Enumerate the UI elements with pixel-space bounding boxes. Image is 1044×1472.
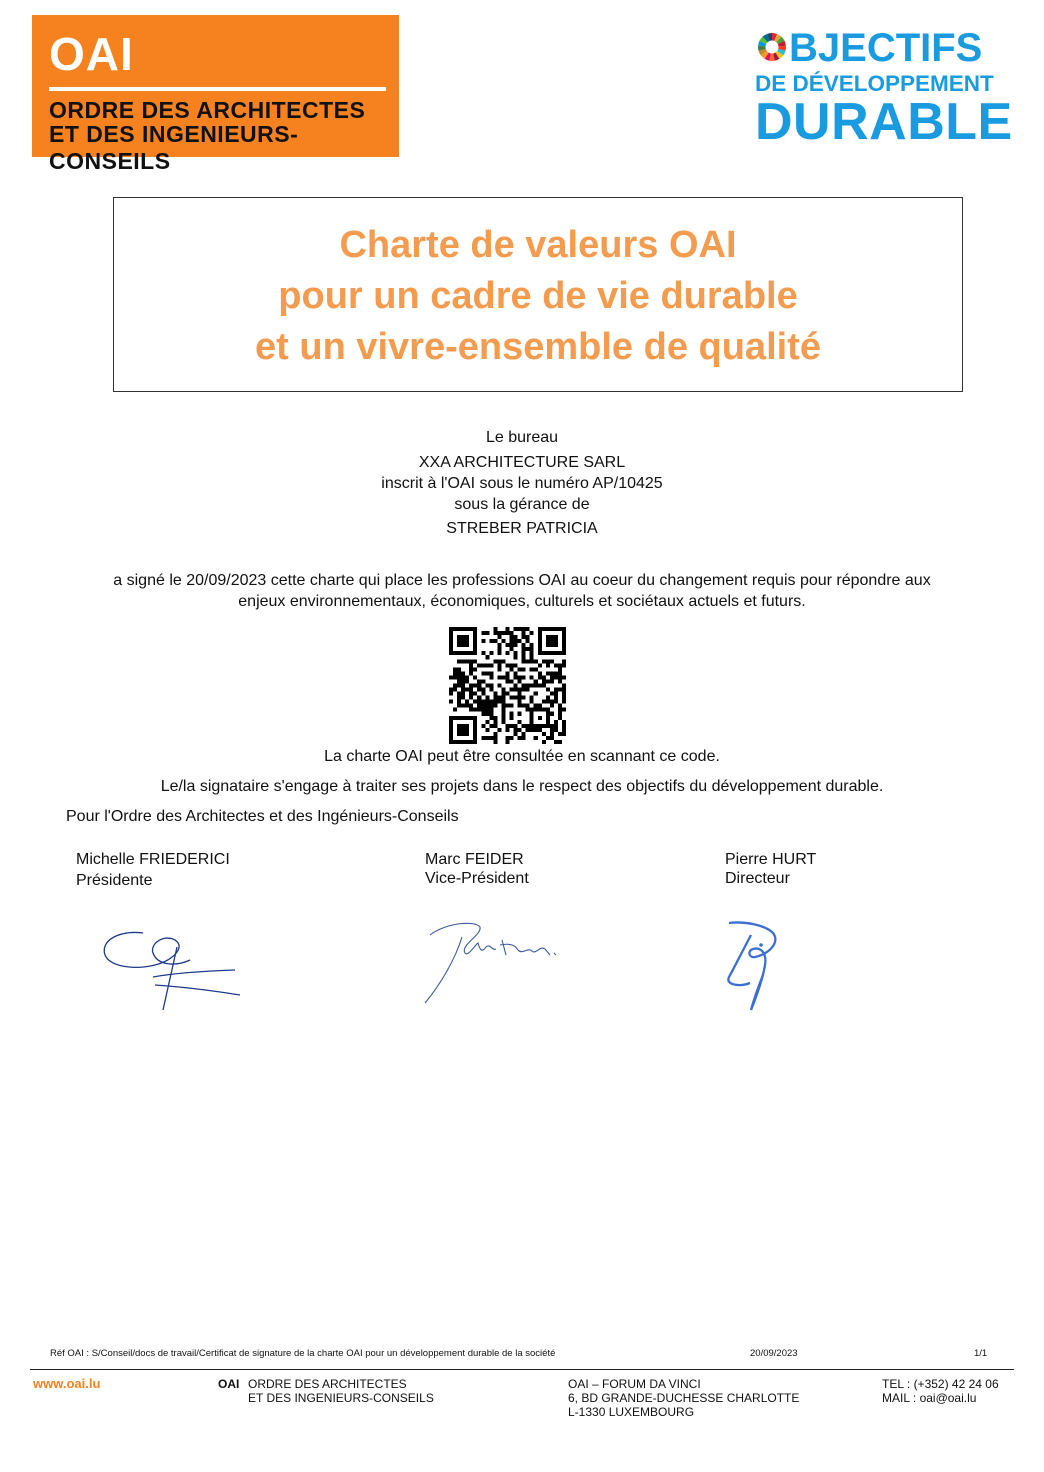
bureau-manager: STREBER PATRICIA <box>446 520 598 537</box>
footer-contact <box>882 1377 999 1405</box>
bureau-management-label: sous la gérance de <box>454 496 590 513</box>
signatory-name: Pierre HURT <box>725 851 817 868</box>
reference-page: 1/1 <box>974 1348 988 1359</box>
bureau-label: Le bureau <box>485 429 559 446</box>
statement-line2: enjeux environnementaux, économiques, culturels et sociétaux actuels et futurs. <box>238 593 806 610</box>
oai-logo-rule <box>49 87 386 91</box>
reference-date: 20/09/2023 <box>750 1348 798 1359</box>
footer-addr-line3: L-1330 LUXEMBOURG <box>568 1405 695 1419</box>
reference-text: Réf OAI : S/Conseil/docs de travail/Certificat de signature de la charte OAI pour un développement durable de la société <box>50 1348 556 1359</box>
footer-tel: TEL : (+352) 42 24 06 <box>882 1377 999 1391</box>
footer-address <box>568 1377 799 1419</box>
signatory-role: Présidente <box>76 872 153 889</box>
signatory-role: Directeur <box>725 870 790 887</box>
qr-caption: La charte OAI peut être consultée en scannant ce code. <box>324 748 720 765</box>
oai-logo-acronym: OAI <box>49 28 134 80</box>
footer-mail-link[interactable]: MAIL : oai@oai.lu <box>882 1391 977 1405</box>
footer-org-acronym: OAI <box>218 1377 240 1391</box>
title-box <box>113 197 963 392</box>
sdg-logo-line2: DE DÉVELOPPEMENT <box>755 71 994 96</box>
sdg-logo-line3: DURABLE <box>755 93 1013 151</box>
signatory-president <box>76 850 230 890</box>
footer-divider <box>30 1369 1014 1370</box>
signature-director <box>715 915 795 1025</box>
signature-vice-president <box>420 915 570 1010</box>
signatory-director <box>725 850 816 888</box>
title-line1: Charte de valeurs OAI <box>339 224 737 266</box>
for-order-text: Pour l'Ordre des Architectes et des Ingénieurs-Conseils <box>66 808 459 825</box>
bureau-registration: inscrit à l'OAI sous le numéro AP/10425 <box>381 475 663 492</box>
title-line2: pour un cadre de vie durable <box>278 275 798 317</box>
footer-org-name <box>248 1377 434 1405</box>
signature-president <box>95 915 245 1015</box>
footer-org-line2: ET DES INGENIEURS-CONSEILS <box>248 1391 434 1405</box>
oai-logo-line1: ORDRE DES ARCHITECTES <box>49 97 366 123</box>
statement-line1: a signé le 20/09/2023 cette charte qui place les professions OAI au coeur du changement requis pour répondre aux <box>113 572 931 589</box>
qr-code[interactable] <box>449 627 566 744</box>
signatory-name: Marc FEIDER <box>425 851 524 868</box>
bureau-name: XXA ARCHITECTURE SARL <box>418 454 626 471</box>
signatory-role: Vice-Président <box>425 870 529 887</box>
title-line3: et un vivre-ensemble de qualité <box>255 326 821 368</box>
oai-logo <box>32 15 399 174</box>
footer-website-link[interactable]: www.oai.lu <box>33 1376 101 1391</box>
signatory-vice-president <box>425 850 529 888</box>
sdg-logo <box>755 26 1013 151</box>
footer-org-line1: ORDRE DES ARCHITECTES <box>248 1377 407 1391</box>
footer-addr-line2: 6, BD GRANDE-DUCHESSE CHARLOTTE <box>568 1391 800 1405</box>
sdg-wheel-icon <box>757 32 787 62</box>
commitment-text: Le/la signataire s'engage à traiter ses projets dans le respect des objectifs du développement durable. <box>160 778 884 795</box>
signatory-name: Michelle FRIEDERICI <box>76 851 230 868</box>
sdg-logo-line1: BJECTIFS <box>789 26 983 70</box>
oai-logo-line2: ET DES INGENIEURS-CONSEILS <box>49 121 299 174</box>
footer-addr-line1: OAI – FORUM DA VINCI <box>568 1377 701 1391</box>
